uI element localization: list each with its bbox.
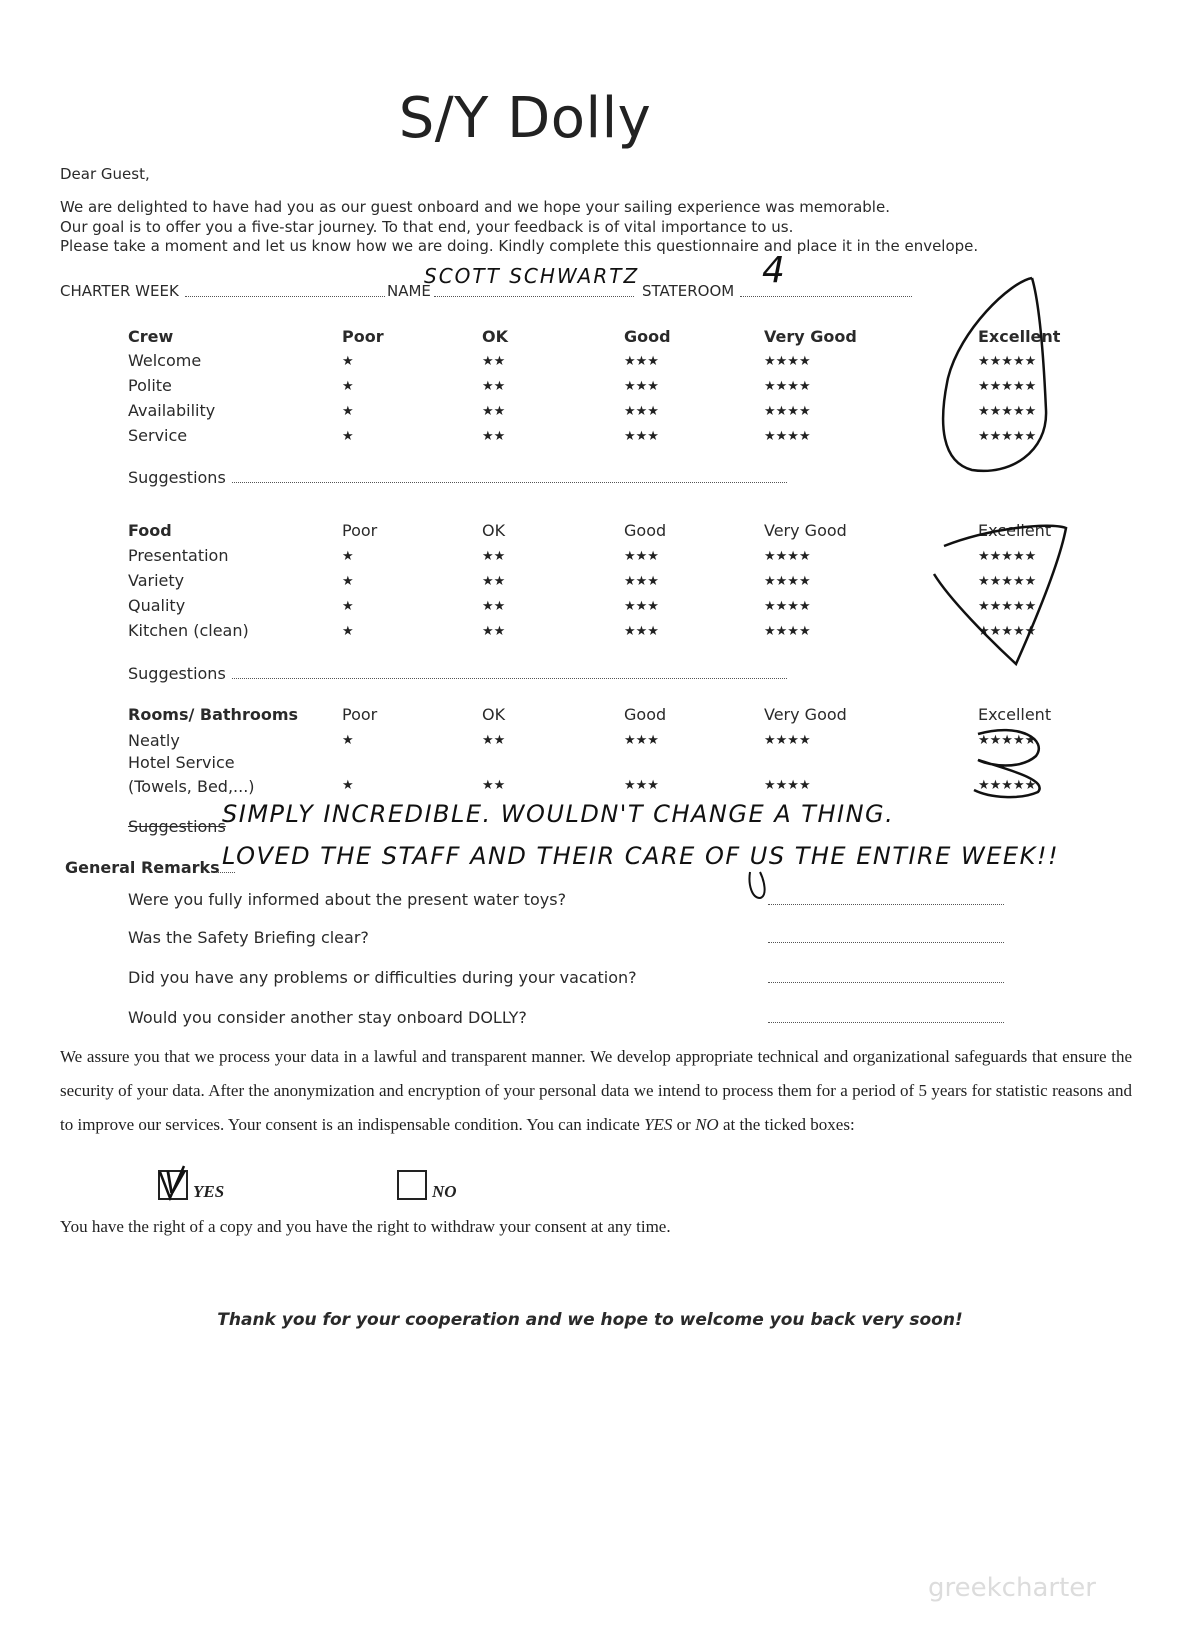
rating-star-poor[interactable]: ★ (342, 379, 354, 394)
rating-star-excellent[interactable]: ★★★★★ (978, 624, 1037, 639)
rating-star-ok[interactable]: ★★ (482, 624, 506, 639)
rating-star-good[interactable]: ★★★ (624, 549, 659, 564)
poor-column-header: Poor (342, 327, 384, 346)
stateroom-value[interactable]: 4 (762, 250, 787, 291)
rating-star-ok[interactable]: ★★ (482, 429, 506, 444)
rating-star-good[interactable]: ★★★ (624, 624, 659, 639)
food-item-kitchen: Kitchen (clean) (128, 621, 249, 640)
rating-star-good[interactable]: ★★★ (624, 733, 659, 748)
rating-star-excellent[interactable]: ★★★★★ (978, 429, 1037, 444)
consent-yes-word: YES (644, 1115, 673, 1134)
name-label: NAME (387, 282, 431, 300)
food-suggestions-label: Suggestions (128, 664, 226, 683)
yes-tick-mark (160, 1166, 184, 1198)
rating-star-ok[interactable]: ★★ (482, 574, 506, 589)
ok-column-header: OK (482, 327, 508, 346)
consent-no-label: NO (432, 1182, 457, 1201)
rooms-item-towels-bed: (Towels, Bed,...) (128, 777, 255, 796)
rating-star-poor[interactable]: ★ (342, 778, 354, 793)
rating-star-good[interactable]: ★★★ (624, 778, 659, 793)
good-column-header: Good (624, 327, 671, 346)
rating-star-poor[interactable]: ★ (342, 549, 354, 564)
consent-no-word: NO (695, 1115, 719, 1134)
crew-item-service: Service (128, 426, 188, 445)
crew-excellent-circle (943, 278, 1046, 471)
rating-star-very-good[interactable]: ★★★★ (764, 354, 811, 369)
stateroom-label: STATEROOM (642, 282, 735, 300)
crew-item-polite: Polite (128, 376, 172, 395)
food-item-presentation: Presentation (128, 546, 229, 565)
rating-star-good[interactable]: ★★★ (624, 404, 659, 419)
question-safety-briefing: Was the Safety Briefing clear? (128, 928, 369, 947)
rating-star-poor[interactable]: ★ (342, 404, 354, 419)
intro-line: We are delighted to have had you as our guest onboard and we hope your sailing experience was memorable. (60, 198, 890, 216)
consent-yes-label: YES (193, 1182, 225, 1201)
rating-star-very-good[interactable]: ★★★★ (764, 599, 811, 614)
rating-star-good[interactable]: ★★★ (624, 599, 659, 614)
rating-star-excellent[interactable]: ★★★★★ (978, 404, 1037, 419)
charter-week-label: CHARTER WEEK (60, 282, 179, 300)
good-column-header: Good (624, 705, 667, 724)
crew-item-welcome: Welcome (128, 351, 202, 370)
crew-suggestions-label: Suggestions (128, 468, 226, 487)
document-title: S/Y Dolly (398, 86, 652, 151)
consent-or-word: or (672, 1115, 696, 1134)
rating-star-poor[interactable]: ★ (342, 624, 354, 639)
excellent-column-header: Excellent (978, 327, 1061, 346)
rating-star-very-good[interactable]: ★★★★ (764, 778, 811, 793)
name-value[interactable]: SCOTT SCHWARTZ (424, 264, 640, 288)
rights-text: You have the right of a copy and you have the right to withdraw your consent at any time. (60, 1217, 671, 1236)
rating-star-very-good[interactable]: ★★★★ (764, 429, 811, 444)
rating-star-excellent[interactable]: ★★★★★ (978, 599, 1037, 614)
rating-star-poor[interactable]: ★ (342, 354, 354, 369)
excellent-column-header: Excellent (978, 521, 1052, 540)
question-problems: Did you have any problems or difficulties during your vacation? (128, 968, 637, 987)
rating-star-excellent[interactable]: ★★★★★ (978, 778, 1037, 793)
rooms-excellent-circle (974, 730, 1040, 797)
food-item-variety: Variety (128, 571, 185, 590)
question-water-toys: Were you fully informed about the present water toys? (128, 890, 567, 909)
checkmark-icon: V (164, 1166, 185, 1201)
general-remarks-label: General Remarks (65, 858, 220, 877)
rating-star-excellent[interactable]: ★★★★★ (978, 549, 1037, 564)
very-good-column-header: Very Good (764, 705, 847, 724)
rating-star-ok[interactable]: ★★ (482, 379, 506, 394)
rating-star-good[interactable]: ★★★ (624, 574, 659, 589)
rooms-heading: Rooms/ Bathrooms (128, 705, 299, 724)
rating-star-ok[interactable]: ★★ (482, 778, 506, 793)
rating-star-poor[interactable]: ★ (342, 733, 354, 748)
rating-star-poor[interactable]: ★ (342, 429, 354, 444)
question-another-stay: Would you consider another stay onboard DOLLY? (128, 1008, 527, 1027)
rating-star-ok[interactable]: ★★ (482, 354, 506, 369)
rating-star-very-good[interactable]: ★★★★ (764, 733, 811, 748)
rating-star-ok[interactable]: ★★ (482, 404, 506, 419)
crew-heading: Crew (128, 327, 174, 346)
rating-star-ok[interactable]: ★★ (482, 733, 506, 748)
food-item-quality: Quality (128, 596, 186, 615)
rating-star-excellent[interactable]: ★★★★★ (978, 733, 1037, 748)
rating-star-poor[interactable]: ★ (342, 599, 354, 614)
excellent-column-header: Excellent (978, 705, 1052, 724)
food-heading: Food (128, 521, 172, 540)
greeting: Dear Guest, (60, 165, 150, 183)
rooms-item-hotel-service: Hotel Service (128, 753, 235, 772)
rating-star-excellent[interactable]: ★★★★★ (978, 574, 1037, 589)
intro-line: Our goal is to offer you a five-star journey. To that end, your feedback is of vital importance to us. (60, 217, 794, 236)
rating-star-ok[interactable]: ★★ (482, 549, 506, 564)
poor-column-header: Poor (342, 705, 378, 724)
very-good-column-header: Very Good (764, 521, 847, 540)
ok-column-header: OK (482, 521, 506, 540)
general-remarks-value[interactable]: LOVED THE STAFF AND THEIR CARE OF US THE ENTIRE WEEK!! (222, 842, 1060, 870)
remark-flourish (749, 872, 764, 898)
poor-column-header: Poor (342, 521, 378, 540)
rating-star-good[interactable]: ★★★ (624, 354, 659, 369)
consent-text: We assure you that we process your data in a lawful and transparent manner. We develop appropriate technical and organizational safeguards that ensure the security of your data. After the anonymization and encryption of your personal data we intend to process them for a period of 5 years for statistic reasons and to improve our services. Your consent is an indispensable condition. You can indicate (60, 1047, 1132, 1134)
rooms-item-neatly: Neatly (128, 731, 180, 750)
watermark-logo: greekcharter (928, 1573, 1096, 1603)
rating-star-very-good[interactable]: ★★★★ (764, 624, 811, 639)
rating-star-excellent[interactable]: ★★★★★ (978, 354, 1037, 369)
rating-star-very-good[interactable]: ★★★★ (764, 404, 811, 419)
very-good-column-header: Very Good (764, 327, 857, 346)
crew-item-availability: Availability (128, 401, 216, 420)
rating-star-very-good[interactable]: ★★★★ (764, 379, 811, 394)
rating-star-ok[interactable]: ★★ (482, 599, 506, 614)
rating-star-poor[interactable]: ★ (342, 574, 354, 589)
rating-star-very-good[interactable]: ★★★★ (764, 574, 811, 589)
rating-star-good[interactable]: ★★★ (624, 429, 659, 444)
thank-you-message: Thank you for your cooperation and we hope to welcome you back very soon! (217, 1310, 963, 1330)
good-column-header: Good (624, 521, 667, 540)
rating-star-good[interactable]: ★★★ (624, 379, 659, 394)
rooms-suggestions-label: Suggestions (128, 817, 226, 836)
consent-text-end: at the ticked boxes: (718, 1115, 855, 1134)
rooms-suggestions-value[interactable]: SIMPLY INCREDIBLE. WOULDN'T CHANGE A THING. (222, 800, 895, 828)
rating-star-very-good[interactable]: ★★★★ (764, 549, 811, 564)
rating-star-excellent[interactable]: ★★★★★ (978, 379, 1037, 394)
intro-line: Please take a moment and let us know how we are doing. Kindly complete this questionnaire and place it in the envelope. (60, 237, 979, 255)
ok-column-header: OK (482, 705, 506, 724)
food-excellent-circle (934, 526, 1066, 664)
